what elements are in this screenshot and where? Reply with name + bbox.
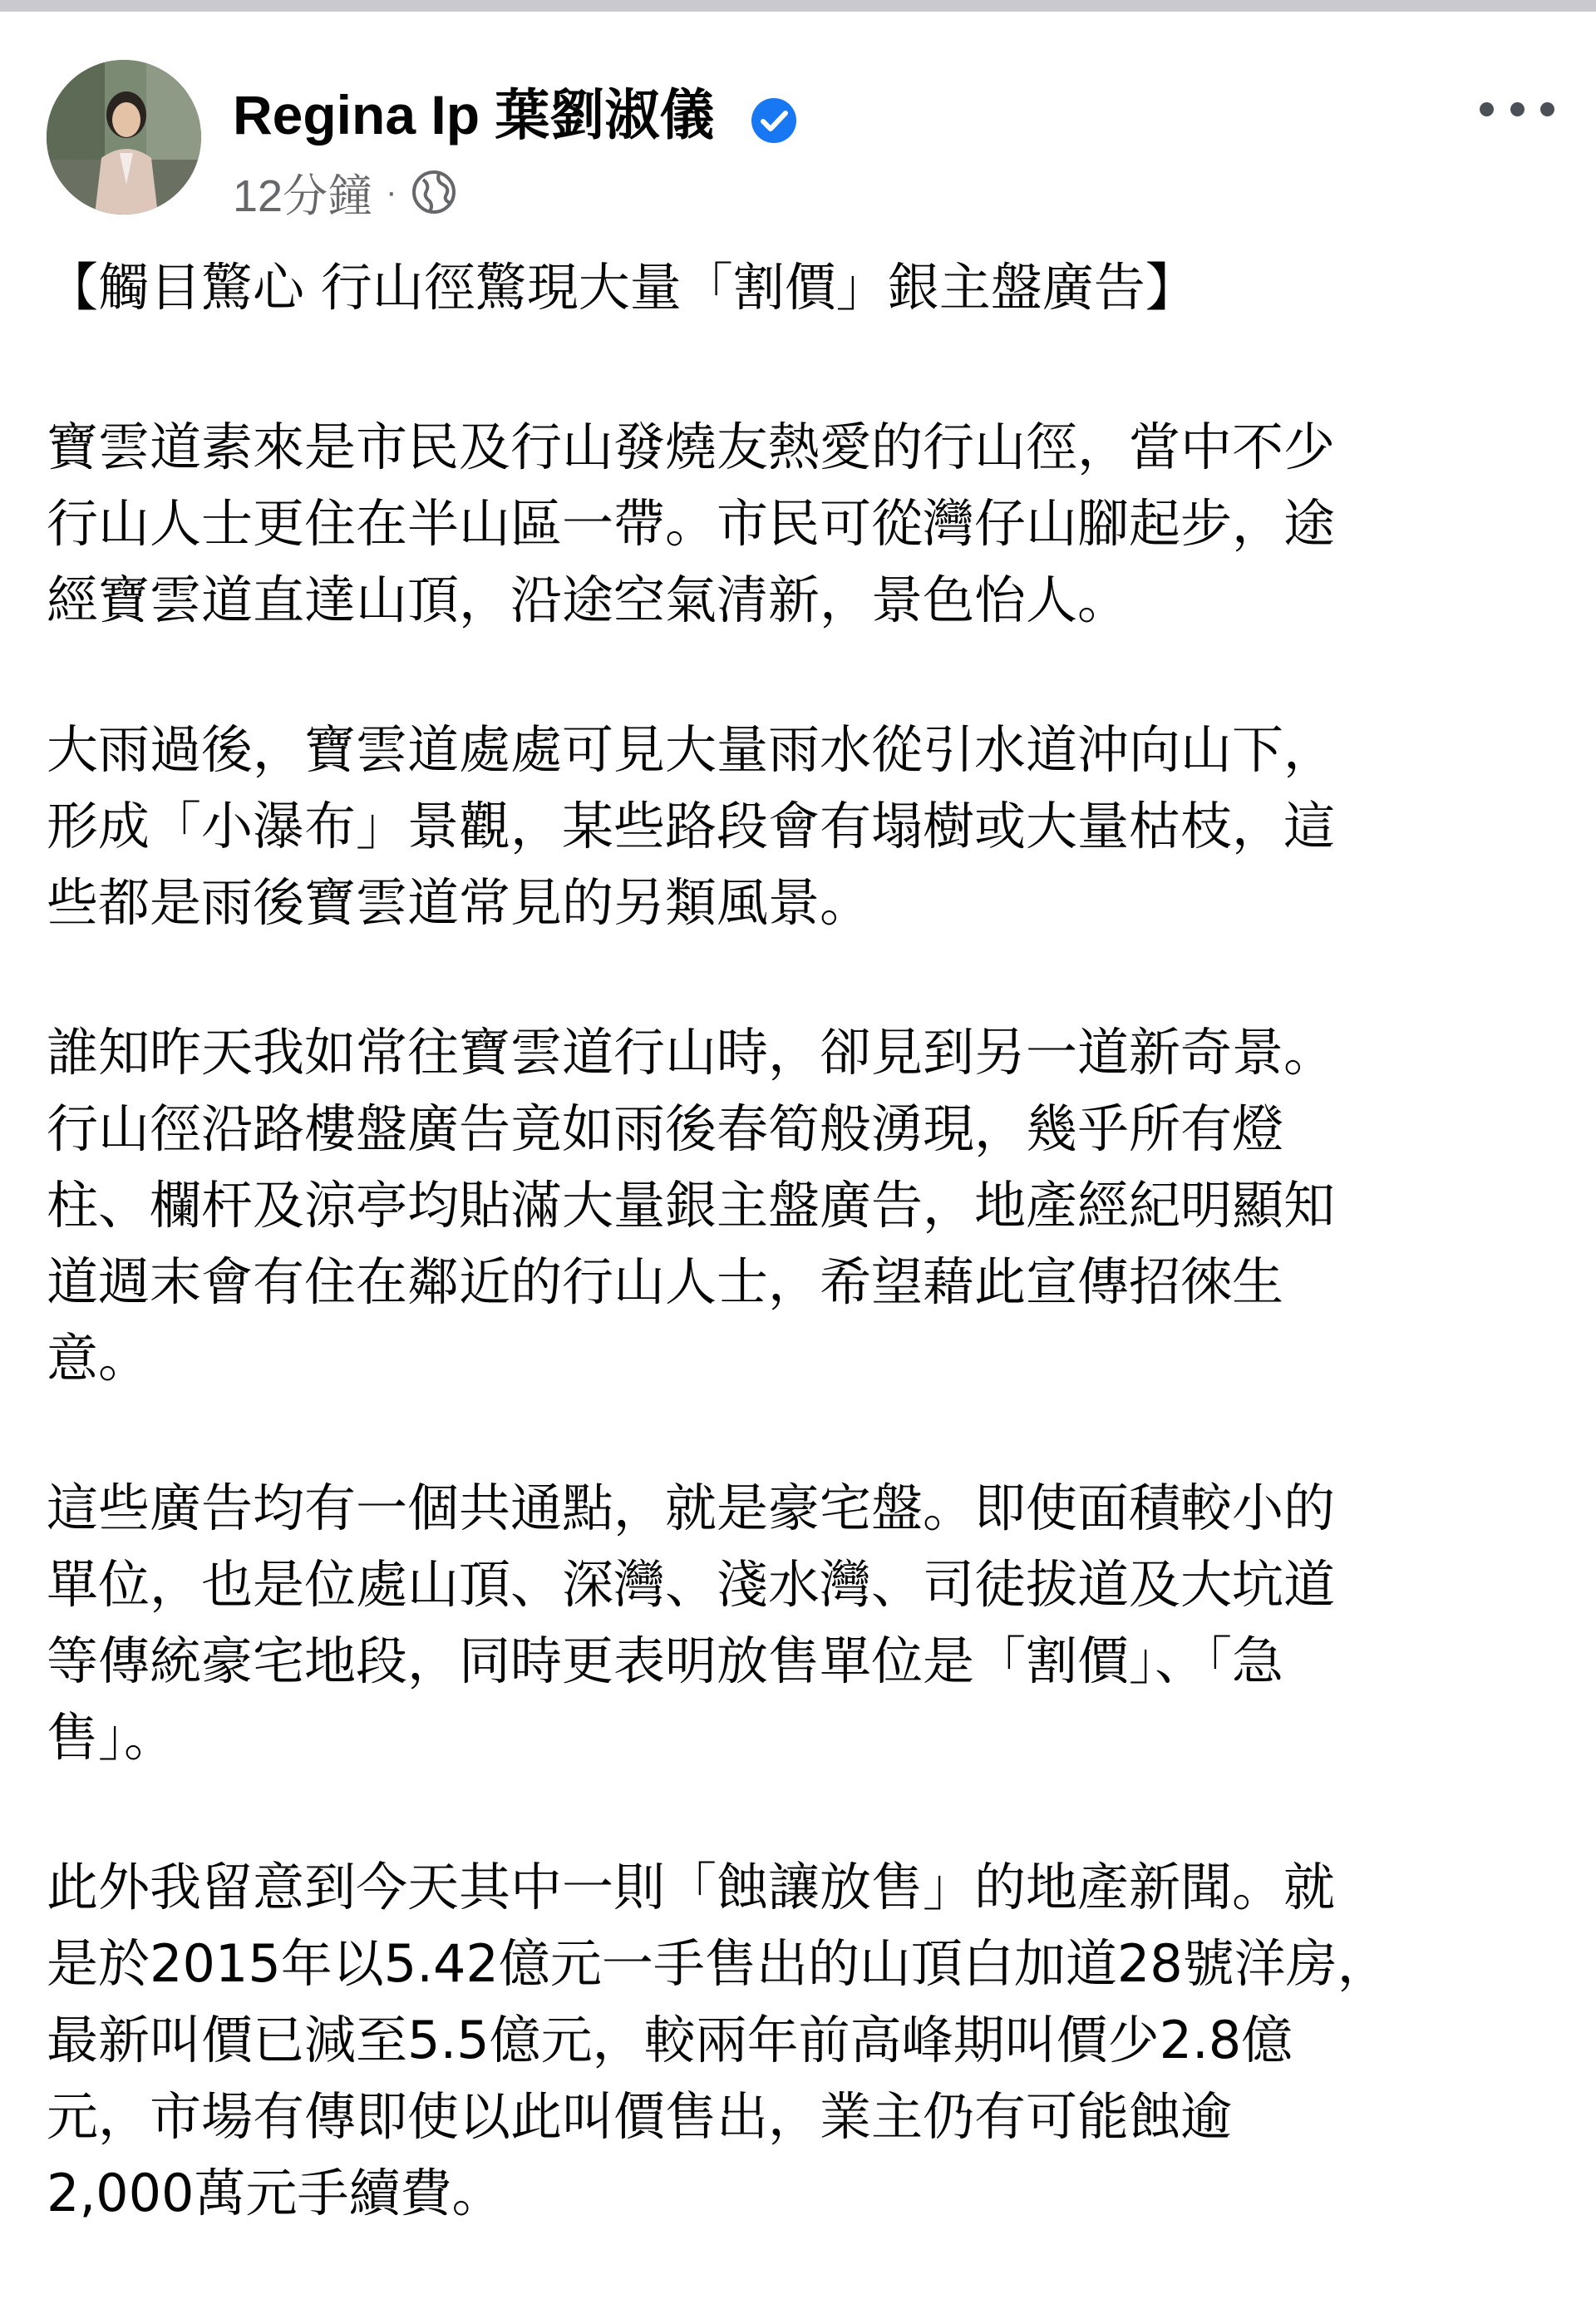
- post-paragraph: [47, 1014, 1551, 1397]
- paragraph-line: 售」。: [47, 1707, 176, 1768]
- post-body: [47, 249, 1551, 2232]
- paragraph-line: 行山人士更住在半山區一帶。市民可從灣仔山腳起步，途: [47, 493, 1336, 554]
- paragraph-line: 最新叫價已減至5.5億元，較兩年前高峰期叫價少2.8億: [47, 2010, 1293, 2070]
- paragraph-line: 大雨過後，寶雲道處處可見大量雨水從引水道沖向山下，: [47, 719, 1336, 780]
- paragraph-line: 是於2015年以5.42億元一手售出的山頂白加道28號洋房，: [47, 1933, 1389, 1994]
- globe-icon[interactable]: [411, 170, 456, 215]
- post-paragraph: [47, 712, 1551, 941]
- paragraph-line: 道週末會有住在鄰近的行山人士，希望藉此宣傳招徠生: [47, 1251, 1284, 1312]
- paragraph-line: 此外我留意到今天其中一則「蝕讓放售」的地產新聞。就: [47, 1857, 1336, 1917]
- paragraph-line: 柱、欄杆及涼亭均貼滿大量銀主盤廣告，地產經紀明顯知: [47, 1175, 1336, 1236]
- avatar-image: [47, 60, 201, 215]
- verified-badge-icon: [750, 96, 798, 145]
- post-timestamp[interactable]: 12分鐘: [233, 170, 373, 221]
- paragraph-line: 2,000萬元手續費。: [47, 2163, 504, 2223]
- paragraph-line: 單位，也是位處山頂、深灣、淺水灣、司徒拔道及大坑道: [47, 1554, 1336, 1615]
- post-paragraph: [47, 1470, 1551, 1776]
- window-top-bar: [0, 0, 1596, 12]
- more-dot: [1510, 102, 1525, 116]
- paragraph-line: 誰知昨天我如常往寶雲道行山時，卻見到另一道新奇景。: [47, 1022, 1336, 1083]
- paragraph-line: 元，市場有傳即使以此叫價售出，業主仍有可能蝕逾: [47, 2086, 1233, 2147]
- more-options-icon[interactable]: [1480, 88, 1554, 130]
- more-dot: [1480, 102, 1494, 116]
- post-paragraph: [47, 1849, 1551, 2232]
- paragraph-line: 寶雲道素來是市民及行山發燒友熱愛的行山徑，當中不少: [47, 417, 1336, 477]
- more-dot: [1540, 102, 1554, 116]
- avatar[interactable]: [47, 60, 201, 215]
- paragraph-line: 等傳統豪宅地段，同時更表明放售單位是「割價」、「急: [47, 1631, 1284, 1691]
- post-paragraph: [47, 409, 1551, 639]
- paragraph-line: 經寶雲道直達山頂，沿途空氣清新，景色怡人。: [47, 570, 1130, 630]
- paragraph-line: 行山徑沿路樓盤廣告竟如雨後春筍般湧現，幾乎所有燈: [47, 1098, 1284, 1159]
- author-name[interactable]: Regina Ip 葉劉淑儀: [233, 84, 715, 146]
- post-header: [0, 12, 1596, 220]
- post-title: 【觸目驚心 行山徑驚現大量「割價」銀主盤廣告】: [47, 257, 1197, 318]
- post-meta: [233, 163, 456, 221]
- meta-separator: ·: [386, 173, 397, 210]
- paragraph-line: 些都是雨後寶雲道常見的另類風景。: [47, 872, 872, 933]
- paragraph-line: 這些廣告均有一個共通點，就是豪宅盤。即使面積較小的: [47, 1478, 1336, 1538]
- paragraph-line: 形成「小瀑布」景觀，某些路段會有塌樹或大量枯枝，這: [47, 796, 1336, 856]
- paragraph-line: 意。: [47, 1328, 150, 1389]
